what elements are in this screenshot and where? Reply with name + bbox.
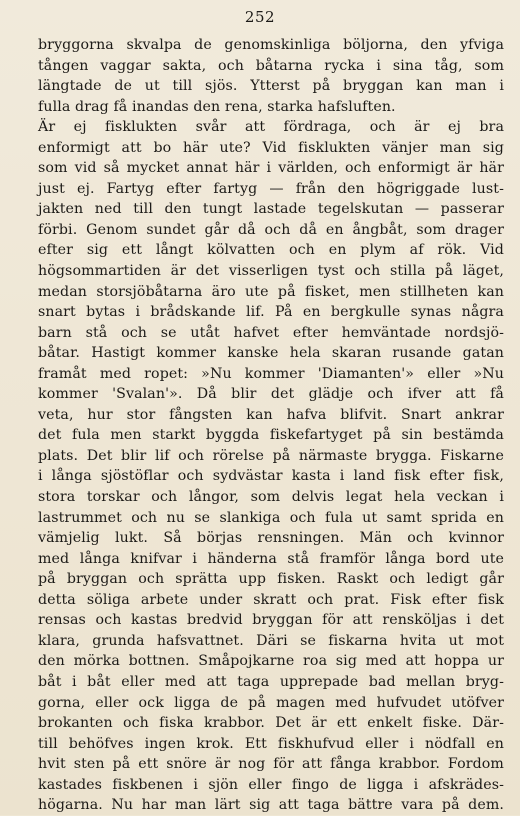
text-line: snart bytas i brådskande lif. På en bergkulle synas några [38, 304, 504, 321]
text-line: stora torskar och långor, som delvis legat hela veckan i [38, 489, 504, 506]
text-line: till behöfves ingen krok. Ett fiskhufvud eller i nödfall en [38, 735, 504, 752]
text-line: båt i båt eller med att taga upprepade bad mellan bryg- [38, 673, 504, 690]
text-line: tången vaggar sakta, och båtarna rycka i sina tåg, som [38, 57, 504, 74]
text-line: som vid så mycket annat här i världen, och enformigt är här [38, 160, 504, 177]
text-line: efter sig ett långt kölvatten och en plym af rök. Vid [38, 242, 504, 259]
text-line: högarna. Nu har man lärt sig att taga bättre vara på dem. [38, 797, 504, 814]
text-line: enformigt att bo här ute? Vid fisklukten vänjer man sig [38, 139, 504, 156]
text-line: hvit sten på ett snöre är nog för att fånga krabbor. Fordom [38, 756, 504, 773]
text-line: brokanten och fiska krabbor. Det är ett enkelt fiske. Där- [38, 715, 504, 732]
text-line: bryggorna skvalpa de genomskinliga böljorna, den yfviga [38, 37, 504, 53]
text-line: detta söliga arbete under skratt och prat. Fisk efter fisk [38, 591, 504, 608]
text-line: just ej. Fartyg efter fartyg — från den högriggade lust- [38, 180, 504, 197]
text-line: det fula men starkt byggda fiskefartyget på sin bestämda [38, 427, 504, 444]
text-line: framåt med ropet: »Nu kommer 'Diamanten'» eller »Nu [38, 365, 504, 382]
body-text [38, 35, 504, 816]
text-line: den mörka bottnen. Småpojkarne roa sig med att hoppa ur [38, 653, 504, 670]
text-line: lastrummet och nu se slankiga och fula ut samt sprida en [38, 509, 504, 526]
text-line: jakten ned till den tungt lastade tegelskutan — passerar [38, 201, 504, 218]
text-line: längtade de ut till sjös. Ytterst på bryggan kan man i [38, 78, 504, 95]
text-line: kastades fiskbenen i sjön eller fingo de ligga i afskrädes- [38, 776, 504, 793]
text-line: båtar. Hastigt kommer kanske hela skaran rusande gatan [38, 345, 504, 362]
page-number: 252 [244, 8, 276, 26]
text-line: klara, grunda hafsvattnet. Däri se fiskarna hvita ut mot [38, 632, 504, 649]
text-line: veta, hur stor fångsten kan hafva blifvit. Snart ankrar [38, 406, 504, 423]
text-line: barn stå och se utåt hafvet efter hemväntade nordsjö- [38, 324, 504, 341]
text-line: förbi. Genom sundet går då och då en ångbåt, som drager [38, 221, 504, 238]
text-line: på bryggan och sprätta upp fisken. Raskt och ledigt går [38, 571, 504, 588]
text-line: Är ej fisklukten svår att fördraga, och är ej bra [38, 119, 504, 136]
text-line: medan storsjöbåtarna äro ute på fisket, men stillheten kan [38, 283, 504, 300]
text-line: kommer 'Svalan'». Då blir det glädje och ifver att få [38, 386, 504, 403]
text-line: vämjelig lukt. Så börjas rensningen. Män och kvinnor [38, 530, 504, 547]
text-line: med långa knifvar i händerna stå framför långa bord ute [38, 550, 504, 567]
text-line: rensas och kastas bredvid bryggan för att rensköljas i det [38, 612, 504, 629]
text-line: plats. Det blir lif och rörelse på närmaste brygga. Fiskarne [38, 447, 504, 464]
text-line: fulla drag få inandas den rena, starka hafsluften. [38, 98, 396, 115]
text-line: i långa sjöstöflar och sydvästar kasta i land fisk efter fisk, [38, 468, 504, 485]
text-line: högsommartiden är det visserligen tyst och stilla på läget, [38, 263, 504, 280]
text-line: gorna, eller ock ligga de på magen med hufvudet utöfver [38, 694, 504, 711]
